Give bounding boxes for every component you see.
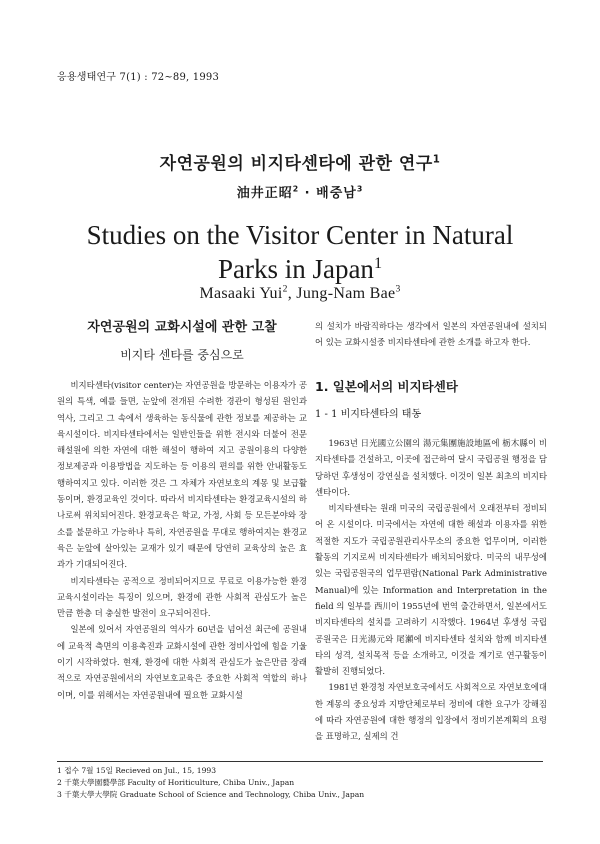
right-paragraph-1: 1963년 日光國立公園의 湯元集團施設地區에 栃木縣이 비지타센타를 건설하고, 이곳에 접근하여 달시 국립공원 행정을 담당하던 후생성이 강연실을 설치했다. 이것이 일본 최초의 비지타센타이다. (315, 438, 547, 497)
right-intro-paragraph: 의 설치가 바람직하다는 생각에서 일본의 자연공원내에 설치되어 있는 교화시설중 비지타센타에 관한 소개를 하고자 한다. (315, 321, 547, 348)
author-separator-kr: · (299, 186, 317, 201)
subsection-heading: 1 - 1 비지타센타의 태동 (315, 409, 422, 420)
english-authors (0, 285, 600, 303)
korean-authors (0, 182, 600, 201)
author-2-en: Jung-Nam Bae (296, 285, 396, 302)
author-1-en-note: 2 (282, 283, 288, 295)
korean-title-text: 자연공원의 비지타센타에 관한 연구 (159, 154, 433, 174)
author-separator-en: , (287, 285, 297, 302)
author-1-en: Masaaki Yui (199, 285, 283, 302)
left-subtitle-2: 비지타 센타를 중심으로 (120, 348, 244, 362)
korean-title (0, 149, 600, 174)
right-column-body (315, 435, 547, 745)
footnote-divider (57, 761, 543, 762)
author-1-kr-note: 2 (292, 184, 300, 194)
left-paragraph-2: 비지타센타는 공적으로 정비되어지므로 무료로 이용가능한 환경교육시설이라는 특징이 있으며, 환경에 관한 사회적 관심도가 높은 만큼 한층 더 충실한 발전이 요구되어진다. (57, 575, 307, 619)
footnote-3: 3 千葉大學大學院 Graduate School of Science and Technology, Chiba Univ., Japan (57, 790, 365, 799)
english-title-line-2 (60, 252, 540, 286)
author-2-en-note: 3 (395, 283, 401, 295)
footnote-2: 2 千葉大學園藝學部 Faculty of Horiticulture, Chiba Univ., Japan (57, 778, 295, 787)
right-column-intro (315, 318, 547, 351)
english-title-line-1: Studies on the Visitor Center in Natural (86, 220, 514, 250)
left-column-body (57, 377, 307, 703)
left-paragraph-3: 일본에 있어서 자연공원의 역사가 60년을 넘어선 최근에 공원내에 교육적 측면의 이용촉진과 교화시설에 관한 정비사업에 힘을 기울이기 시작하였다. 현재, 환경에 대한 사회적 관심도가 높은만큼 장래적으로 자연공원에서의 자연보호교육은 중요한 사회적 역할의 하나이며, 이를 위해서는 자연공원내에 필요한 교화시설 (57, 624, 307, 700)
english-title-line-2-text: Parks in Japan (217, 254, 374, 284)
right-paragraph-3: 1981년 환경청 자연보호국에서도 사회적으로 자연보호에대한 계몽의 중요성과 지방단체로부터 정비에 대한 요구가 강해짐에 따라 자연공원에 대한 행정의 입장에서 정비기본계획의 요령을 표명하고, 실제의 건 (315, 682, 547, 742)
english-title (60, 218, 540, 286)
left-paragraph-1: 비지타센타(visitor center)는 자연공원을 방문하는 이용자가 공원의 특색, 예를 들면, 눈앞에 전개된 수려한 경관이 형성된 원인과 역사, 그리고 그 속에서 생육하는 동식물에 관한 정보를 제공하는 교육시설이다. 비지타센타에서는 일반인들을 위한 전시와 더불어 전문해설원에 의한 자연에 대한 해설이 행하여 지고 공원이용의 다양한 정보제공과 이용방법을 지도하는 등 이용의 편의를 위한 안내활동도 행하여지고 있다. 이러한 것은 그 자체가 자연보호의 계몽 및 보급활동이며, 환경교육인 것이다. 따라서 비지타센타는 환경교육시설의 하나로써 위치되어진다. 환경교육은 학교, 가정, 사회 등 모든분야와 장소를 불문하고 가능하나 특히, 자연공원을 무대로 행하여지는 환경교육은 눈앞에 살아있는 교재가 있기 때문에 당연히 교육상의 높은 효과가 기대되어진다. (57, 380, 307, 570)
journal-header: 응용생태연구 7(1) : 72~89, 1993 (57, 72, 220, 83)
right-paragraph-2: 비지타센타는 원래 미국의 국립공원에서 오래전부터 정비되어 온 시설이다. 미국에서는 자연에 대한 해설과 이용자를 위한 적절한 지도가 국립공원관리사무소의 중요한 업무이며, 이러한 활동의 기지로써 비지타센타가 배치되어왔다. 미국의 내무성에 있는 국립공원국의 업무편람(National Park Administrative Manual)에 있는 Information and Interpretation in the field 의 일부를 西川이 1955년에 번역 출간하면서, 일본에서도 비지타센타의 설치를 고려하기 시작했다. 1964년 후생성 국립공원국은 日光湯元와 尾瀬에 비지타센타 설치와 함께 비지타센타의 성격, 설치목적 등을 소개하고, 이것을 계기로 연구활동이 활발히 진행되었다. (315, 503, 547, 677)
section-heading: 1. 일본에서의 비지타센타 (315, 379, 458, 394)
author-2-kr: 배중남 (316, 186, 357, 201)
author-1-kr: 油井正昭 (236, 186, 293, 201)
korean-title-note: 1 (432, 154, 441, 166)
author-2-kr-note: 3 (356, 184, 364, 194)
english-title-note: 1 (373, 254, 383, 272)
left-subtitle: 자연공원의 교화시설에 관한 고찰 (87, 320, 277, 335)
footnote-1: 1 접수 7월 15일 Recieved on Jul., 15, 1993 (57, 766, 217, 775)
